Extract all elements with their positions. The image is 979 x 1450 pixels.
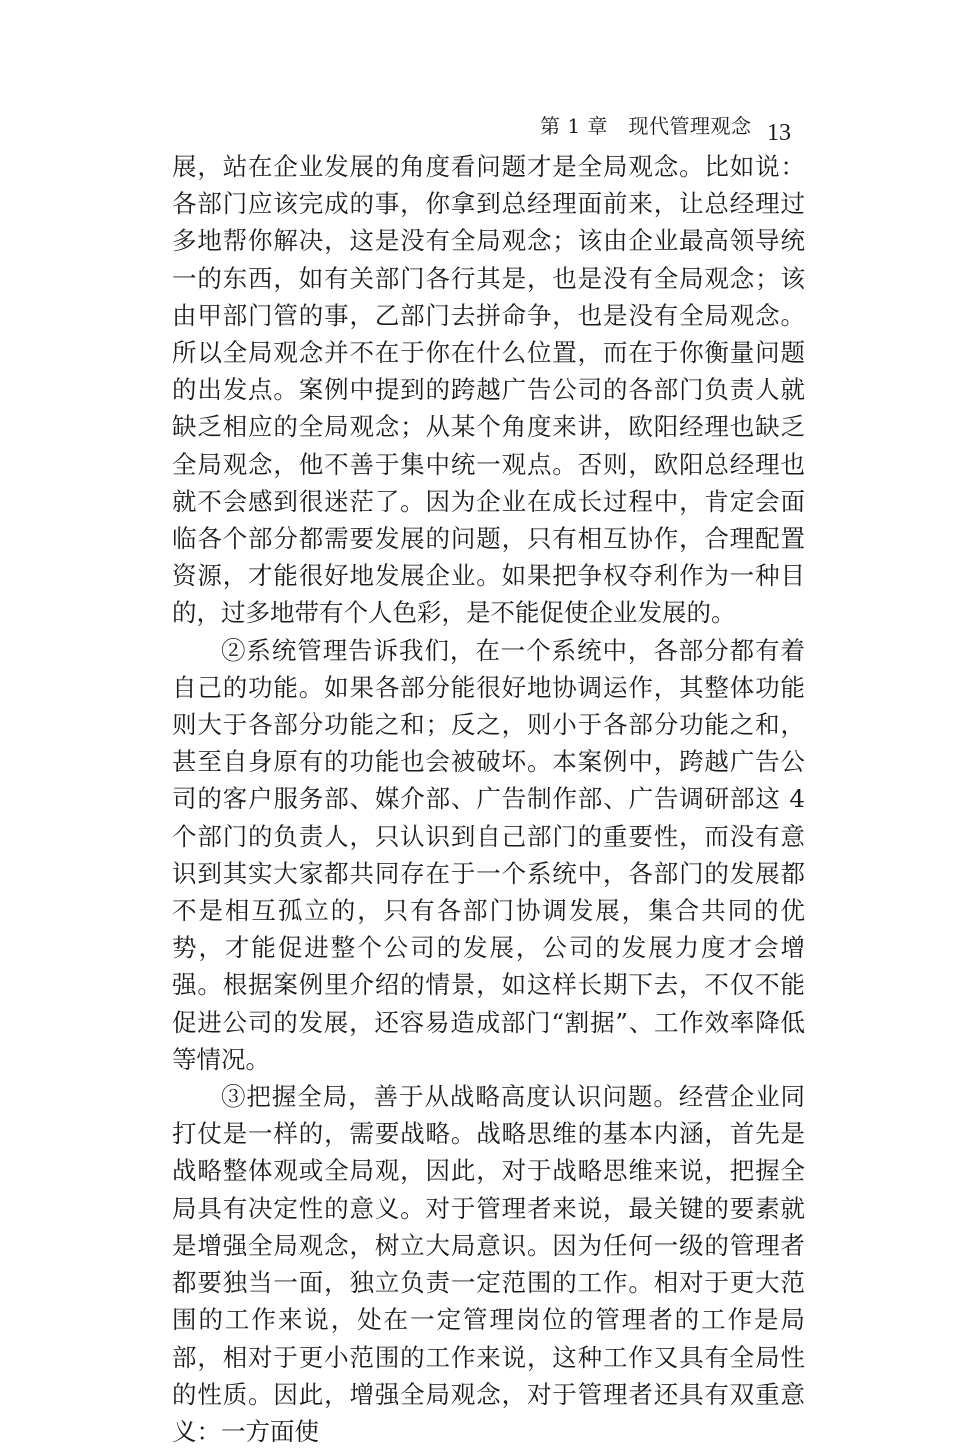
body-text <box>172 148 805 1450</box>
paragraph-system-management: ②系统管理告诉我们，在一个系统中，各部分都有着自己的功能。如果各部分能很好地协调运作，其整体功能则大于各部分功能之和；反之，则小于各部分功能之和，甚至自身原有的功能也会被破坏。本案例中，跨越广告公司的客户服务部、媒介部、广告制作部、广告调研部这 4 个部门的负责人，只认识到自己部门的重要性，而没有意识到其实大家都共同存在于一个系统中，各部门的发展都不是相互孤立的，只有各部门协调发展，集合共同的优势，才能促进整个公司的发展，公司的发展力度才会增强。根据案例里介绍的情景，如这样长期下去，不仅不能促进公司的发展，还容易造成部门“割据”、工作效率降低等情况。 <box>172 635 805 1074</box>
paragraph-grasp-overall: ③把握全局，善于从战略高度认识问题。经营企业同打仗是一样的，需要战略。战略思维的基本内涵，首先是战略整体观或全局观，因此，对于战略思维来说，把握全局具有决定性的意义。对于管理者来说，最关键的要素就是增强全局观念，树立大局意识。因为任何一级的管理者都要独当一面，独立负责一定范围的工作。相对于更大范围的工作来说，处在一定管理岗位的管理者的工作是局部，相对于更小范围的工作来说，这种工作又具有全局性的性质。因此，增强全局观念，对于管理者还具有双重意义：一方面使 <box>172 1082 805 1446</box>
page-number: 13 <box>767 120 791 146</box>
paragraph-continued: 展，站在企业发展的角度看问题才是全局观念。比如说：各部门应该完成的事，你拿到总经理面前来，让总经理过多地帮你解决，这是没有全局观念；该由企业最高领导统一的东西，如有关部门各行其是，也是没有全局观念；该由甲部门管的事，乙部门去拼命争，也是没有全局观念。所以全局观念并不在于你在什么位置，而在于你衡量问题的出发点。案例中提到的跨越广告公司的各部门负责人就缺乏相应的全局观念；从某个角度来讲，欧阳经理也缺乏全局观念，他不善于集中统一观点。否则，欧阳总经理也就不会感到很迷茫了。因为企业在成长过程中，肯定会面临各个部分都需要发展的问题，只有相互协作，合理配置资源，才能很好地发展企业。如果把争权夺利作为一种目的，过多地带有个人色彩，是不能促使企业发展的。 <box>172 152 805 628</box>
running-head-chapter: 第 1 章 现代管理观念 <box>540 114 752 138</box>
